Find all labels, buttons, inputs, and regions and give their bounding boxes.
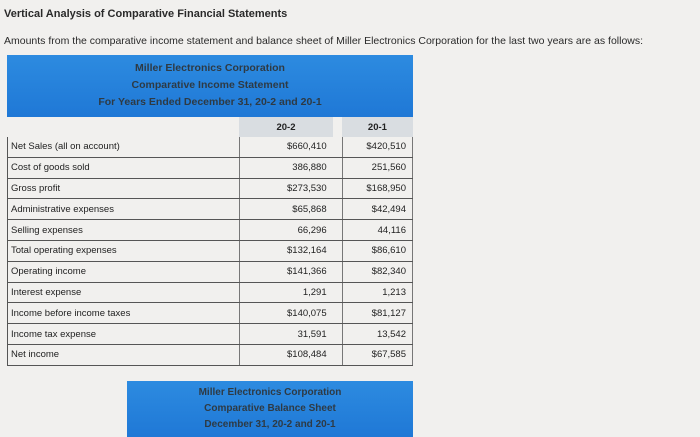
company-name: Miller Electronics Corporation xyxy=(198,387,342,398)
statement-name: Comparative Income Statement xyxy=(131,79,289,91)
table-row xyxy=(8,199,413,220)
row-label: Total operating expenses xyxy=(8,240,240,261)
table-row xyxy=(8,157,413,178)
value-20-1: $168,950 xyxy=(342,178,412,199)
column-header-20-2: 20-2 xyxy=(239,117,332,137)
table-row xyxy=(8,240,413,261)
value-20-2: $273,530 xyxy=(239,178,332,199)
table-row xyxy=(8,178,413,199)
table-row xyxy=(8,344,413,365)
value-20-1: $86,610 xyxy=(342,240,412,261)
value-20-2: $140,075 xyxy=(239,303,332,324)
statement-name: Comparative Balance Sheet xyxy=(204,403,336,414)
table-row xyxy=(8,261,413,282)
page-title: Vertical Analysis of Comparative Financial Statements xyxy=(4,8,288,20)
company-name: Miller Electronics Corporation xyxy=(135,62,285,74)
statement-period: December 31, 20-2 and 20-1 xyxy=(204,419,336,430)
instructions-text: Amounts from the comparative income statement and balance sheet of Miller Electronics Corporation for the last two years are as follows: xyxy=(4,35,644,47)
value-20-1: $67,585 xyxy=(342,344,412,365)
row-label: Operating income xyxy=(8,261,240,282)
value-20-1: 251,560 xyxy=(342,157,412,178)
value-20-1: $82,340 xyxy=(342,261,412,282)
table-row xyxy=(8,324,413,345)
value-20-2: $660,410 xyxy=(239,137,332,157)
table-row xyxy=(8,137,413,157)
row-label: Selling expenses xyxy=(8,220,240,241)
income-statement-table xyxy=(7,117,413,366)
value-20-2: 31,591 xyxy=(239,324,332,345)
value-20-1: 44,116 xyxy=(342,220,412,241)
value-20-1: $420,510 xyxy=(342,137,412,157)
income-statement-header xyxy=(7,55,413,117)
table-row xyxy=(8,220,413,241)
row-label: Administrative expenses xyxy=(8,199,240,220)
row-label: Income tax expense xyxy=(8,324,240,345)
column-header-20-1: 20-1 xyxy=(342,117,412,137)
value-20-1: $81,127 xyxy=(342,303,412,324)
value-20-2: $141,366 xyxy=(239,261,332,282)
value-20-2: 386,880 xyxy=(239,157,332,178)
column-header-row xyxy=(8,117,413,137)
value-20-2: $132,164 xyxy=(239,240,332,261)
row-label: Net income xyxy=(8,344,240,365)
value-20-2: $108,484 xyxy=(239,344,332,365)
value-20-2: 66,296 xyxy=(239,220,332,241)
value-20-1: $42,494 xyxy=(342,199,412,220)
row-label: Interest expense xyxy=(8,282,240,303)
value-20-1: 1,213 xyxy=(342,282,412,303)
table-row xyxy=(8,282,413,303)
row-label: Gross profit xyxy=(8,178,240,199)
value-20-2: $65,868 xyxy=(239,199,332,220)
row-label: Net Sales (all on account) xyxy=(8,137,240,157)
row-label: Income before income taxes xyxy=(8,303,240,324)
value-20-1: 13,542 xyxy=(342,324,412,345)
value-20-2: 1,291 xyxy=(239,282,332,303)
table-row xyxy=(8,303,413,324)
statement-period: For Years Ended December 31, 20-2 and 20-1 xyxy=(98,96,322,108)
balance-sheet-header xyxy=(127,381,413,437)
row-label: Cost of goods sold xyxy=(8,157,240,178)
